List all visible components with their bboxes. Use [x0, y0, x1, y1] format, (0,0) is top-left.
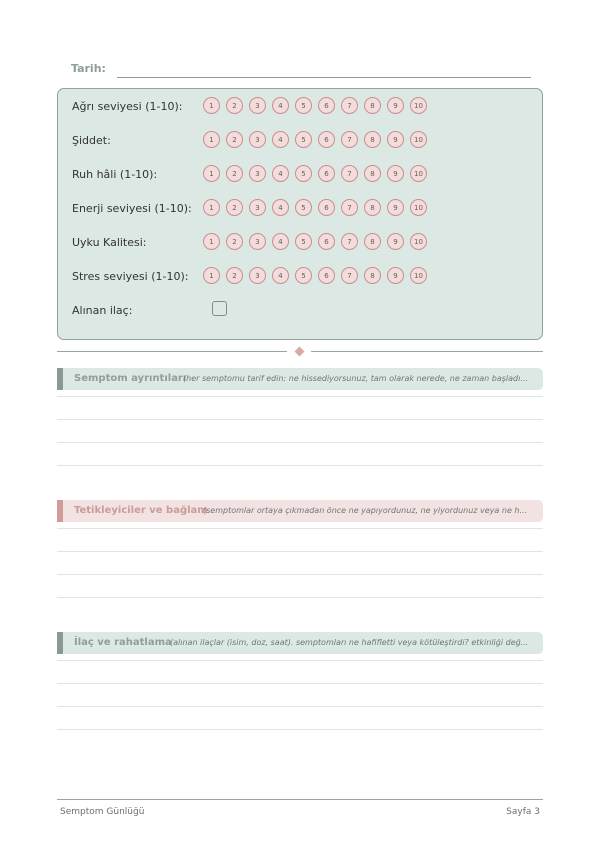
- rating-option-6[interactable]: 6: [318, 199, 335, 216]
- rating-option-8[interactable]: 8: [364, 131, 381, 148]
- rating-option-7[interactable]: 7: [341, 97, 358, 114]
- rating-option-6[interactable]: 6: [318, 267, 335, 284]
- rating-option-6[interactable]: 6: [318, 233, 335, 250]
- rating-option-10[interactable]: 10: [410, 165, 427, 182]
- rating-option-3[interactable]: 3: [249, 199, 266, 216]
- rating-row-energy: [72, 199, 532, 219]
- section-title: Semptom ayrıntıları: [74, 373, 187, 384]
- rating-option-5[interactable]: 5: [295, 165, 312, 182]
- rating-option-9[interactable]: 9: [387, 199, 404, 216]
- rating-option-8[interactable]: 8: [364, 97, 381, 114]
- rating-option-4[interactable]: 4: [272, 267, 289, 284]
- diamond-ornament-icon: [295, 347, 305, 357]
- rating-option-2[interactable]: 2: [226, 199, 243, 216]
- rating-option-4[interactable]: 4: [272, 131, 289, 148]
- rating-option-7[interactable]: 7: [341, 267, 358, 284]
- rating-option-5[interactable]: 5: [295, 199, 312, 216]
- section-header-triggers: [57, 500, 543, 522]
- rating-option-9[interactable]: 9: [387, 165, 404, 182]
- writing-line[interactable]: [57, 465, 543, 466]
- writing-line[interactable]: [57, 396, 543, 397]
- writing-line[interactable]: [57, 597, 543, 598]
- rating-option-3[interactable]: 3: [249, 233, 266, 250]
- rating-option-4[interactable]: 4: [272, 165, 289, 182]
- section-hint: (her semptomu tarif edin: ne hissediyorsunuz, tam olarak nerede, ne zaman başladı...: [183, 374, 528, 383]
- rating-option-9[interactable]: 9: [387, 233, 404, 250]
- rating-option-3[interactable]: 3: [249, 165, 266, 182]
- rating-option-8[interactable]: 8: [364, 267, 381, 284]
- rating-option-2[interactable]: 2: [226, 97, 243, 114]
- rating-option-1[interactable]: 1: [203, 199, 220, 216]
- rating-option-7[interactable]: 7: [341, 199, 358, 216]
- rating-row-stress: [72, 267, 532, 287]
- rating-row-pain: [72, 97, 532, 117]
- rating-option-6[interactable]: 6: [318, 131, 335, 148]
- rating-option-5[interactable]: 5: [295, 97, 312, 114]
- rating-option-10[interactable]: 10: [410, 131, 427, 148]
- rating-option-1[interactable]: 1: [203, 267, 220, 284]
- rating-option-7[interactable]: 7: [341, 233, 358, 250]
- rating-row-sleep: [72, 233, 532, 253]
- section-title: İlaç ve rahatlama: [74, 637, 172, 648]
- divider-line-right: [311, 351, 543, 352]
- rating-option-4[interactable]: 4: [272, 199, 289, 216]
- rating-option-10[interactable]: 10: [410, 97, 427, 114]
- rating-option-2[interactable]: 2: [226, 131, 243, 148]
- rating-panel: [57, 88, 543, 340]
- rating-option-3[interactable]: 3: [249, 131, 266, 148]
- section-header-medication-relief: [57, 632, 543, 654]
- rating-label: Uyku Kalitesi:: [72, 236, 147, 249]
- section-hint: (semptomlar ortaya çıkmadan önce ne yapıyordunuz, ne yiyordunuz veya ne h...: [203, 506, 528, 515]
- rating-option-6[interactable]: 6: [318, 165, 335, 182]
- section-divider: [57, 351, 543, 353]
- rating-option-9[interactable]: 9: [387, 131, 404, 148]
- rating-option-5[interactable]: 5: [295, 267, 312, 284]
- medication-checkbox[interactable]: [212, 301, 227, 316]
- section-hint: (alınan ilaçlar (isim, doz, saat). semptomları ne hafifletti veya kötüleştirdi? etkinliği değ...: [170, 638, 529, 647]
- rating-option-5[interactable]: 5: [295, 233, 312, 250]
- rating-option-3[interactable]: 3: [249, 267, 266, 284]
- rating-option-1[interactable]: 1: [203, 165, 220, 182]
- rating-option-7[interactable]: 7: [341, 165, 358, 182]
- rating-option-5[interactable]: 5: [295, 131, 312, 148]
- section-header-symptom-details: [57, 368, 543, 390]
- rating-option-1[interactable]: 1: [203, 97, 220, 114]
- rating-option-10[interactable]: 10: [410, 199, 427, 216]
- rating-option-1[interactable]: 1: [203, 233, 220, 250]
- writing-line[interactable]: [57, 442, 543, 443]
- rating-option-9[interactable]: 9: [387, 97, 404, 114]
- rating-option-8[interactable]: 8: [364, 233, 381, 250]
- footer-page-number: Sayfa 3: [506, 807, 540, 817]
- date-row: [71, 62, 531, 80]
- rating-option-2[interactable]: 2: [226, 267, 243, 284]
- rating-option-8[interactable]: 8: [364, 199, 381, 216]
- rating-option-9[interactable]: 9: [387, 267, 404, 284]
- medication-label: Alınan ilaç:: [72, 304, 133, 317]
- date-input-line[interactable]: [117, 77, 531, 78]
- rating-label: Şiddet:: [72, 134, 111, 147]
- rating-option-4[interactable]: 4: [272, 97, 289, 114]
- section-accent-bar: [57, 368, 63, 390]
- section-accent-bar: [57, 500, 63, 522]
- footer-title: Semptom Günlüğü: [60, 807, 145, 817]
- writing-line[interactable]: [57, 574, 543, 575]
- section-accent-bar: [57, 632, 63, 654]
- divider-line-left: [57, 351, 287, 352]
- rating-option-6[interactable]: 6: [318, 97, 335, 114]
- writing-line[interactable]: [57, 551, 543, 552]
- rating-label: Ruh hâli (1-10):: [72, 168, 158, 181]
- writing-line[interactable]: [57, 683, 543, 684]
- rating-option-2[interactable]: 2: [226, 165, 243, 182]
- rating-option-8[interactable]: 8: [364, 165, 381, 182]
- medication-row: [72, 301, 532, 321]
- rating-option-7[interactable]: 7: [341, 131, 358, 148]
- writing-line[interactable]: [57, 528, 543, 529]
- rating-option-3[interactable]: 3: [249, 97, 266, 114]
- date-label: Tarih:: [71, 62, 106, 75]
- rating-option-1[interactable]: 1: [203, 131, 220, 148]
- rating-row-mood: [72, 165, 532, 185]
- rating-label: Ağrı seviyesi (1-10):: [72, 100, 183, 113]
- writing-line[interactable]: [57, 729, 543, 730]
- writing-line[interactable]: [57, 660, 543, 661]
- rating-row-severity: [72, 131, 532, 151]
- rating-label: Enerji seviyesi (1-10):: [72, 202, 192, 215]
- section-title: Tetikleyiciler ve bağlam: [74, 505, 208, 516]
- rating-option-2[interactable]: 2: [226, 233, 243, 250]
- footer-divider: [57, 799, 543, 800]
- rating-option-4[interactable]: 4: [272, 233, 289, 250]
- writing-line[interactable]: [57, 706, 543, 707]
- rating-label: Stres seviyesi (1-10):: [72, 270, 189, 283]
- rating-option-10[interactable]: 10: [410, 233, 427, 250]
- rating-option-10[interactable]: 10: [410, 267, 427, 284]
- writing-line[interactable]: [57, 419, 543, 420]
